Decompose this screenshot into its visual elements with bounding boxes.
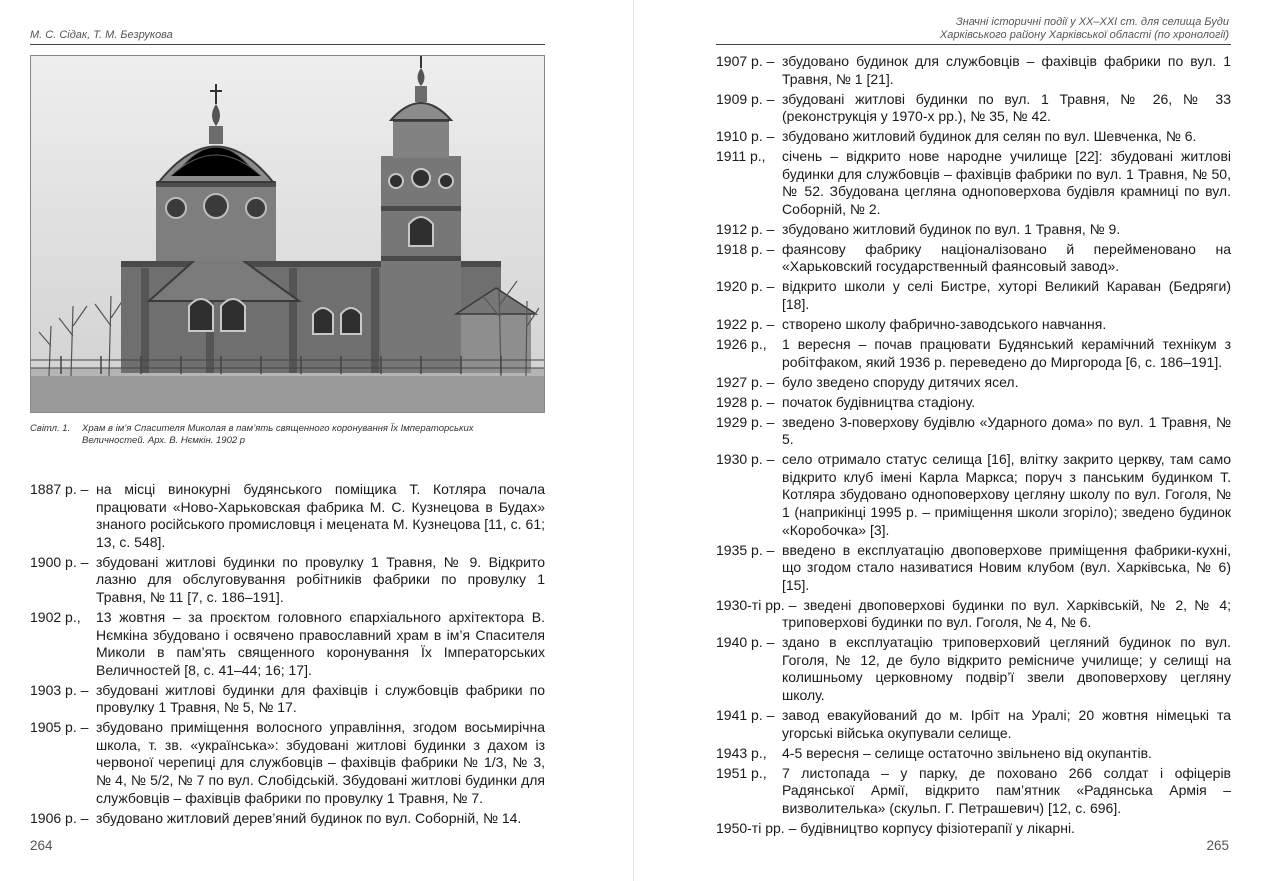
header-rule xyxy=(716,44,1231,45)
left-page xyxy=(0,0,633,881)
entry-text: зведено 3-поверхову будівлю «Ударного дома» по вул. 1 Травня, № 5. xyxy=(782,413,1231,448)
entry-year: 1941 р. – xyxy=(716,707,775,724)
chronology-entry xyxy=(716,91,1231,126)
entry-year: 1900 р. – xyxy=(30,553,89,570)
entry-year: 1929 р. – xyxy=(716,413,775,430)
chronology-entry xyxy=(716,765,1231,818)
chronology-list-left xyxy=(30,481,545,830)
entry-text: відкрито школи у селі Бистре, хуторі Великий Караван (Бедряги) [18]. xyxy=(782,278,1231,313)
chronology-entry xyxy=(716,128,1231,146)
chronology-entry xyxy=(716,820,1231,838)
chronology-entry xyxy=(30,609,545,679)
entry-year: 1911 р., xyxy=(716,148,766,165)
entry-year: 1906 р. – xyxy=(30,809,89,826)
entry-text: село отримало статус селища [16], влітку закрито церкву, там само відкрито клуб імені Карла Маркса; поруч з панським будинком Т. Котляра збудовано одноповерхову цегляну школу по вул. Гоголя, № 1 (наприкінці 1995 р. – приміщення школи згоріло); зведено будинок «Коробочка» [3]. xyxy=(782,451,1231,538)
page-number-right: 265 xyxy=(1206,838,1229,853)
entry-year: 1909 р. – xyxy=(716,90,775,107)
chronology-entry xyxy=(716,374,1231,392)
chronology-entry xyxy=(30,554,545,607)
chronology-entry xyxy=(716,221,1231,239)
chronology-entry xyxy=(716,394,1231,412)
entry-text: початок будівництва стадіону. xyxy=(782,393,976,410)
chronology-entry xyxy=(716,148,1231,218)
chronology-entry xyxy=(716,336,1231,371)
chronology-entry xyxy=(716,451,1231,539)
chronology-entry xyxy=(716,745,1231,763)
entry-year: 1943 р., xyxy=(716,744,767,761)
entry-text: збудовано приміщення волосного управління, згодом восьмирічна школа, т. зв. «українська»: збудовані житлові будинки з дахом із червоної черепиці для службовців – фахівців фабрики № 1/3, № 3, № 4, № 5/2, № 7 по вул. Слобідській. Збудовані житлові будинки для службовців – фахівців фабрики по провулку 1 Травня, № 7. xyxy=(96,719,545,806)
entry-text: на місці винокурні будянського поміщика Т. Котляра почала працювати «Ново-Харьковская фабрика М. С. Кузнецова в Будах» знаного російського промисловця і мецената М. Кузнецова [11, с. 61; 13, с. 548]. xyxy=(96,481,545,550)
entry-year: 1918 р. – xyxy=(716,240,775,257)
header-rule xyxy=(30,44,545,45)
entry-year: 1940 р. – xyxy=(716,634,775,651)
entry-text: збудовано будинок для службовців – фахівців фабрики по вул. 1 Травня, № 1 [21]. xyxy=(782,53,1231,87)
entry-text: 1 вересня – почав працювати Будянський керамічний технікум з робітфаком, який 1936 р. переведено до Миргорода [6, с. 186–191]. xyxy=(782,336,1231,370)
entry-year: 1910 р. – xyxy=(716,128,775,145)
chronology-entry xyxy=(716,542,1231,595)
entry-year: 1926 р., xyxy=(716,336,767,353)
chronology-entry xyxy=(716,707,1231,742)
chronology-entry xyxy=(716,53,1231,88)
right-page xyxy=(634,0,1267,881)
page-number-left: 264 xyxy=(30,838,53,853)
running-head-line-1: Значні історичні події у XX–XXI ст. для селища Буди xyxy=(955,16,1229,28)
entry-text: завод евакуйований до м. Ірбіт на Уралі; 20 жовтня німецькі та угорські війська окупували селище. xyxy=(782,707,1231,741)
chronology-entry xyxy=(30,682,545,717)
entry-year: 1935 р. – xyxy=(716,541,775,558)
chronology-list-right xyxy=(716,53,1231,840)
photo-caption xyxy=(30,423,545,447)
entry-text: збудовано житловий будинок по вул. 1 Травня, № 9. xyxy=(782,220,1121,237)
church-photo xyxy=(30,55,545,413)
entry-year: 1887 р. – xyxy=(30,481,89,497)
chronology-entry xyxy=(30,810,545,828)
entry-text: 13 жовтня – за проєктом головного єпархіального архітектора В. Нємкіна збудовано і освячено православний храм в ім’я Спасителя Миколи в пам’ять священного коронування Їх Імператорських Величностей [8, с. 41–44; 16; 17]. xyxy=(96,608,545,678)
entry-text: фаянсову фабрику націоналізовано й перейменовано на «Харьковский государственный фаянсовый завод». xyxy=(782,240,1231,275)
caption-line-1: Храм в ім’я Спасителя Миколая в пам’ять священного коронування Їх Імператорських xyxy=(82,423,474,434)
entry-text: будівництво корпусу фізіотерапії у лікарні. xyxy=(800,819,1075,836)
running-head-authors: М. С. Сідак, Т. М. Безрукова xyxy=(30,29,173,41)
entry-text: 7 листопада – у парку, де поховано 266 солдат і офіцерів Радянської Армії, відкрито пам’ятник «Радянська Армія – визволителька» (скульп. Г. Петрашевич) [12, с. 696]. xyxy=(782,764,1231,816)
running-head-title xyxy=(940,16,1229,42)
chronology-entry xyxy=(30,481,545,551)
chronology-entry xyxy=(716,597,1231,632)
entry-year: 1950-ті рр. – xyxy=(716,819,797,836)
entry-year: 1930-ті рр. – xyxy=(716,596,797,613)
chronology-entry xyxy=(716,634,1231,704)
entry-text: 4-5 вересня – селище остаточно звільнено від окупантів. xyxy=(782,744,1152,761)
entry-year: 1928 р. – xyxy=(716,393,775,410)
entry-text: збудовані житлові будинки по провулку 1 Травня, № 9. Відкрито лазню для обслуговування робітників фабрики по провулку 1 Травня, № 11 [7, с. 186–191]. xyxy=(96,553,545,605)
entry-year: 1907 р. – xyxy=(716,53,775,69)
chronology-entry xyxy=(716,278,1231,313)
chronology-entry xyxy=(716,316,1231,334)
entry-year: 1903 р. – xyxy=(30,681,89,698)
entry-year: 1902 р., xyxy=(30,608,81,625)
entry-year: 1927 р. – xyxy=(716,373,775,390)
entry-year: 1905 р. – xyxy=(30,719,89,736)
entry-text: зведені двоповерхові будинки по вул. Харківській, № 2, № 4; триповерхові будинки по вул. Гоголя, № 4, № 6. xyxy=(782,596,1232,631)
chronology-entry xyxy=(30,719,545,807)
entry-year: 1922 р. – xyxy=(716,316,775,333)
entry-year: 1930 р. – xyxy=(716,451,775,468)
entry-text: січень – відкрито нове народне училище [22]: збудовані житлові будинки для службовців – фахівців фабрики по вул. 1 Травня, № 50, № 52. Збудована цегляна одноповерхова будівля крамниці по вул. Соборній, № 2. xyxy=(782,148,1231,217)
chronology-entry xyxy=(716,414,1231,449)
entry-year: 1920 р. – xyxy=(716,278,775,295)
entry-text: збудовані житлові будинки для фахівців і службовців фабрики по провулку 1 Травня, № 5, № 17. xyxy=(96,681,545,716)
entry-text: було зведено споруду дитячих ясел. xyxy=(782,373,1019,390)
entry-text: збудовані житлові будинки по вул. 1 Травня, № 26, № 33 (реконструкція у 1970-х рр.), № 35, № 42. xyxy=(782,90,1231,125)
entry-text: введено в експлуатацію двоповерхове приміщення фабрики-кухні, що згодом стало називатися Новим клубом (вул. Харківська, № 6) [15]. xyxy=(782,541,1231,593)
entry-text: збудовано житловий будинок для селян по вул. Шевченка, № 6. xyxy=(782,128,1197,145)
running-head-line-2: Харківського району Харківської області (по хронології) xyxy=(939,29,1229,41)
entry-text: створено школу фабрично-заводського навчання. xyxy=(782,316,1107,333)
entry-text: здано в експлуатацію триповерховий цегляний будинок по вул. Гоголя, № 12, де було відкрито ремісниче училище; у селищі на колишньому церковному подвір’ї звели двоповерхову цегляну школу. xyxy=(782,634,1231,704)
entry-text: збудовано житловий дерев’яний будинок по вул. Соборній, № 14. xyxy=(96,809,522,826)
chronology-entry xyxy=(716,241,1231,276)
entry-year: 1951 р., xyxy=(716,764,767,781)
entry-year: 1912 р. – xyxy=(716,220,775,237)
caption-label: Світл. 1. xyxy=(30,423,71,434)
caption-line-2: Величностей. Арх. В. Нємкін. 1902 р xyxy=(82,435,246,446)
